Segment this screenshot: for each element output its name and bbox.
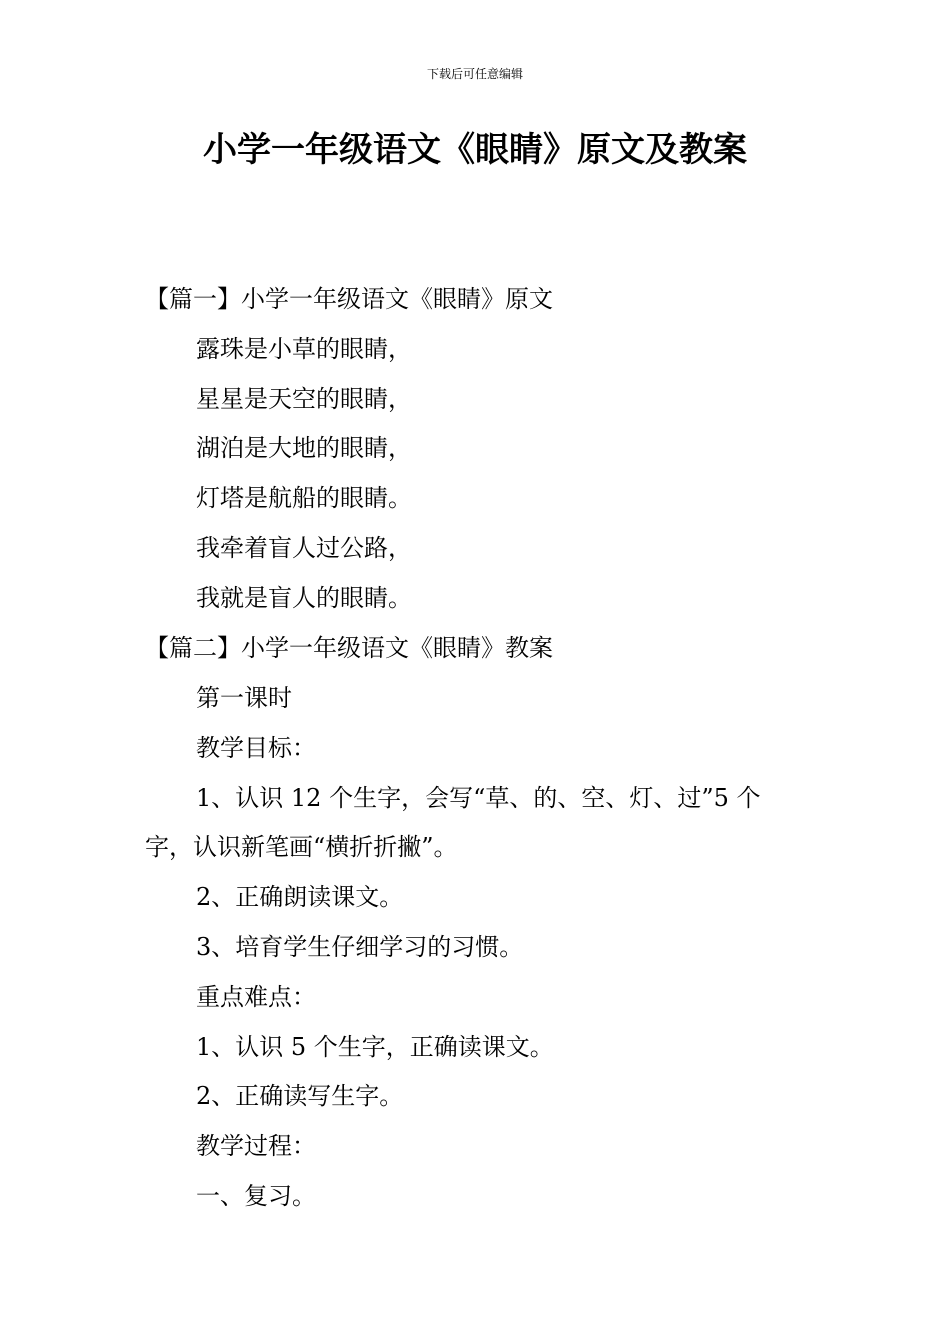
goal-item: 2、正确朗读课文。 [196,883,404,911]
keypoint-item: 2、正确读写生字。 [196,1082,404,1110]
section1-heading: 【篇一】小学一年级语文《眼睛》原文 [145,285,553,313]
poem-line: 我就是盲人的眼睛。 [196,584,412,612]
goals-title: 教学目标： [196,734,316,762]
document-title: 小学一年级语文《眼睛》原文及教案 [203,130,747,170]
poem-line: 露珠是小草的眼睛， [196,335,412,363]
poem-line: 灯塔是航船的眼睛。 [196,484,412,512]
poem-line: 湖泊是大地的眼睛， [196,434,412,462]
poem-line: 星星是天空的眼睛， [196,385,412,413]
goal-item: 1、认识 12 个生字，会写“草、的、空、灯、过”5 个 [196,784,761,812]
keypoint-item: 1、认识 5 个生字，正确读课文。 [196,1033,554,1061]
header-note: 下载后可任意编辑 [426,67,523,81]
lesson-label: 第一课时 [196,684,292,712]
process-title: 教学过程： [196,1132,316,1160]
poem-line: 我牵着盲人过公路， [196,534,412,562]
process-step: 一、复习。 [196,1182,316,1210]
goal-item: 3、培育学生仔细学习的习惯。 [196,933,524,961]
keypoints-title: 重点难点： [196,983,316,1011]
goal-item-continuation: 字，认识新笔画“横折折撇”。 [145,833,458,861]
section2-heading: 【篇二】小学一年级语文《眼睛》教案 [145,634,553,662]
